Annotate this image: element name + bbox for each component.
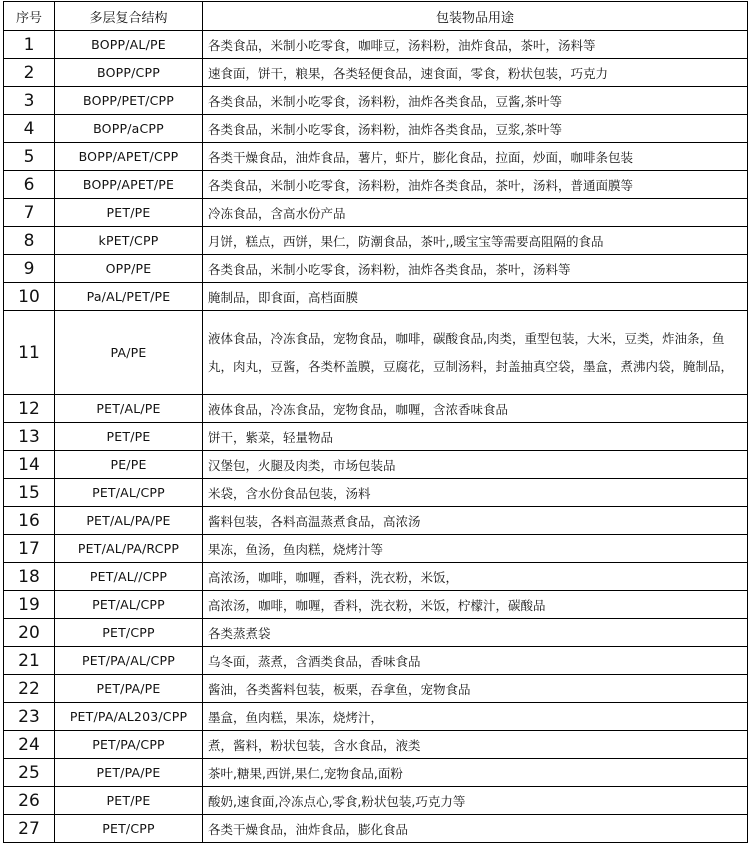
row-use: 液体食品，冷冻食品，宠物食品，咖喱，含浓香味食品: [203, 395, 748, 423]
row-number: 20: [4, 619, 55, 647]
row-structure: BOPP/AL/PE: [55, 31, 203, 59]
table-row: [4, 115, 748, 143]
row-structure: PET/PE: [55, 787, 203, 815]
row-structure: PET/PA/PE: [55, 759, 203, 787]
table-row: [4, 227, 748, 255]
row-use: 汉堡包，火腿及肉类，市场包装品: [203, 451, 748, 479]
row-structure: PET/AL/PA/PE: [55, 507, 203, 535]
table-row: [4, 675, 748, 703]
row-number: 4: [4, 115, 55, 143]
row-structure: PET/AL/PA/RCPP: [55, 535, 203, 563]
table-body: [4, 31, 748, 843]
row-structure: PET/PE: [55, 423, 203, 451]
table-row: [4, 619, 748, 647]
table-row: [4, 703, 748, 731]
row-number: 22: [4, 675, 55, 703]
row-number: 12: [4, 395, 55, 423]
row-use: 高浓汤，咖啡，咖喱，香料，洗衣粉，米饭，: [203, 563, 748, 591]
row-structure: PET/CPP: [55, 815, 203, 843]
row-number: 7: [4, 199, 55, 227]
row-structure: kPET/CPP: [55, 227, 203, 255]
row-structure: PET/PE: [55, 199, 203, 227]
table-row: [4, 311, 748, 395]
row-use: 各类蒸煮袋: [203, 619, 748, 647]
row-structure: PET/PA/AL/CPP: [55, 647, 203, 675]
row-number: 1: [4, 31, 55, 59]
row-number: 19: [4, 591, 55, 619]
row-use: 各类干燥食品，油炸食品，膨化食品: [203, 815, 748, 843]
table-row: [4, 535, 748, 563]
row-structure: BOPP/CPP: [55, 59, 203, 87]
table-row: [4, 591, 748, 619]
row-use: 冷冻食品，含高水份产品: [203, 199, 748, 227]
row-use: 高浓汤，咖啡，咖喱，香料，洗衣粉，米饭，柠檬汁，碳酸品: [203, 591, 748, 619]
table-row: [4, 59, 748, 87]
row-number: 17: [4, 535, 55, 563]
row-use: 酱油，各类酱料包装，板栗，吞拿鱼，宠物食品: [203, 675, 748, 703]
row-structure: PET/PA/PE: [55, 675, 203, 703]
table-row: [4, 563, 748, 591]
row-use: 各类食品，米制小吃零食，咖啡豆，汤料粉，油炸食品，茶叶，汤料等: [203, 31, 748, 59]
row-structure: BOPP/aCPP: [55, 115, 203, 143]
row-structure: PET/AL//CPP: [55, 563, 203, 591]
row-number: 26: [4, 787, 55, 815]
table-row: [4, 199, 748, 227]
row-number: 10: [4, 283, 55, 311]
packaging-table: [3, 1, 748, 843]
row-number: 13: [4, 423, 55, 451]
row-use: 各类干燥食品，油炸食品，薯片，虾片，膨化食品，拉面，炒面，咖啡条包装: [203, 143, 748, 171]
table-row: [4, 759, 748, 787]
row-structure: PET/CPP: [55, 619, 203, 647]
row-structure: PE/PE: [55, 451, 203, 479]
table-row: [4, 423, 748, 451]
row-number: 2: [4, 59, 55, 87]
row-number: 25: [4, 759, 55, 787]
row-use: 液体食品，冷冻食品，宠物食品，咖啡，碳酸食品,肉类，重型包装，大米，豆类，炸油条，鱼丸，肉丸，豆酱，各类杯盖膜，豆腐花，豆制汤料，封盖抽真空袋，墨盒，煮沸内袋，腌制品，: [203, 311, 748, 395]
row-structure: PET/AL/CPP: [55, 479, 203, 507]
row-number: 15: [4, 479, 55, 507]
row-number: 3: [4, 87, 55, 115]
row-number: 24: [4, 731, 55, 759]
row-use: 各类食品，米制小吃零食，汤料粉，油炸各类食品，豆酱,茶叶等: [203, 87, 748, 115]
row-structure: PA/PE: [55, 311, 203, 395]
row-number: 9: [4, 255, 55, 283]
row-structure: BOPP/APET/PE: [55, 171, 203, 199]
row-use: 乌冬面，蒸煮，含酒类食品，香味食品: [203, 647, 748, 675]
header-row: [4, 2, 748, 31]
row-use: 腌制品，即食面，高档面膜: [203, 283, 748, 311]
row-structure: PET/AL/CPP: [55, 591, 203, 619]
table-row: [4, 507, 748, 535]
table-row: [4, 395, 748, 423]
table-row: [4, 87, 748, 115]
table-row: [4, 171, 748, 199]
table-row: [4, 787, 748, 815]
table-row: [4, 255, 748, 283]
header-use: 包装物品用途: [203, 2, 748, 31]
table-row: [4, 31, 748, 59]
row-use: 各类食品，米制小吃零食，汤料粉，油炸各类食品，豆浆,茶叶等: [203, 115, 748, 143]
row-use: 墨盒，鱼肉糕，果冻，烧烤汁，: [203, 703, 748, 731]
table-row: [4, 143, 748, 171]
header-structure: 多层复合结构: [55, 2, 203, 31]
row-structure: BOPP/APET/CPP: [55, 143, 203, 171]
row-use: 酱料包装，各料高温蒸煮食品，高浓汤: [203, 507, 748, 535]
row-use: 月饼，糕点，西饼，果仁，防潮食品，茶叶,,暖宝宝等需要高阻隔的食品: [203, 227, 748, 255]
table-row: [4, 451, 748, 479]
row-number: 5: [4, 143, 55, 171]
table-row: [4, 731, 748, 759]
table-row: [4, 479, 748, 507]
row-number: 23: [4, 703, 55, 731]
row-use: 米袋，含水份食品包装，汤料: [203, 479, 748, 507]
row-number: 16: [4, 507, 55, 535]
row-number: 6: [4, 171, 55, 199]
row-structure: OPP/PE: [55, 255, 203, 283]
row-use: 果冻，鱼汤，鱼肉糕，烧烤汁等: [203, 535, 748, 563]
row-use: 酸奶,速食面,冷冻点心,零食,粉状包装,巧克力等: [203, 787, 748, 815]
row-number: 21: [4, 647, 55, 675]
header-number: 序号: [4, 2, 55, 31]
row-number: 14: [4, 451, 55, 479]
table-row: [4, 815, 748, 843]
row-number: 11: [4, 311, 55, 395]
row-use: 各类食品，米制小吃零食，汤料粉，油炸各类食品，茶叶，汤料等: [203, 255, 748, 283]
row-structure: Pa/AL/PET/PE: [55, 283, 203, 311]
row-number: 18: [4, 563, 55, 591]
row-structure: PET/AL/PE: [55, 395, 203, 423]
row-use: 速食面，饼干，粮果，各类轻便食品，速食面，零食，粉状包装，巧克力: [203, 59, 748, 87]
row-use: 饼干，紫菜，轻量物品: [203, 423, 748, 451]
row-use: 茶叶,糖果,西饼,果仁,宠物食品,面粉: [203, 759, 748, 787]
row-structure: PET/PA/AL203/CPP: [55, 703, 203, 731]
row-number: 27: [4, 815, 55, 843]
row-structure: PET/PA/CPP: [55, 731, 203, 759]
row-use: 煮，酱料，粉状包装，含水食品，液类: [203, 731, 748, 759]
table-row: [4, 283, 748, 311]
row-number: 8: [4, 227, 55, 255]
table-row: [4, 647, 748, 675]
row-use: 各类食品，米制小吃零食，汤料粉，油炸各类食品，茶叶，汤料，普通面膜等: [203, 171, 748, 199]
row-structure: BOPP/PET/CPP: [55, 87, 203, 115]
